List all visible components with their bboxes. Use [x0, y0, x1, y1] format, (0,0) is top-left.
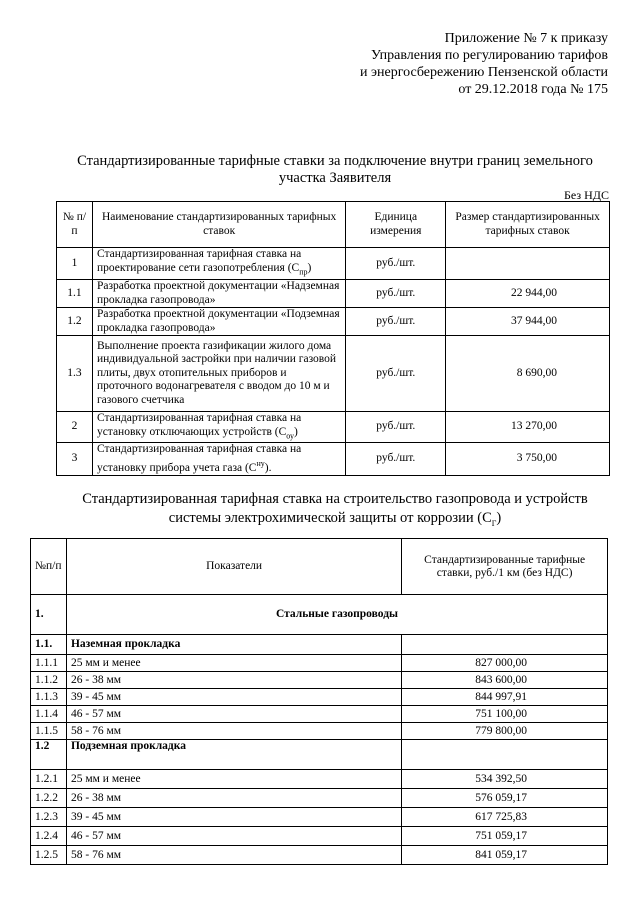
table-row — [31, 808, 608, 827]
row-num: 1 — [57, 248, 93, 280]
table-row — [31, 672, 608, 689]
row-unit: руб./шт. — [346, 443, 446, 476]
row-name: Подземная прокладка — [66, 740, 401, 770]
row-name: 26 - 38 мм — [66, 789, 401, 808]
row-num: 1.2.2 — [31, 789, 67, 808]
row-value: 534 392,50 — [402, 770, 608, 789]
header-name: Наименование стандартизированных тарифных ставок — [92, 202, 345, 248]
row-value: 779 800,00 — [402, 723, 608, 740]
row-num: 3 — [57, 443, 93, 476]
row-value: 844 997,91 — [402, 689, 608, 706]
row-unit: руб./шт. — [346, 248, 446, 280]
row-value: 843 600,00 — [402, 672, 608, 689]
title-line: Стандартизированная тарифная ставка на строительство газопровода и устройств — [82, 491, 588, 507]
row-num: 1.2 — [57, 308, 93, 336]
row-name: Стандартизированная тарифная ставка на установку отключающих устройств $(C_{оу})$ — [92, 412, 345, 443]
document-header — [360, 30, 608, 98]
section-title-1 — [40, 153, 630, 187]
row-num: 1.2.3 — [31, 808, 67, 827]
row-name: 39 - 45 мм — [66, 689, 401, 706]
row-num: 1.1.3 — [31, 689, 67, 706]
row-value: 37 944,00 — [446, 308, 610, 336]
row-num: 1.1.1 — [31, 655, 67, 672]
group-row — [31, 740, 608, 770]
table-row — [57, 412, 610, 443]
table-row — [31, 770, 608, 789]
title-line: Стандартизированные тарифные ставки за подключение внутри границ земельного — [77, 153, 593, 169]
header-line: Управления по регулированию тарифов — [370, 48, 608, 63]
row-value — [446, 248, 610, 280]
header-line: Приложение № 7 к приказу — [444, 31, 608, 46]
table-header-row — [57, 202, 610, 248]
row-value: 617 725,83 — [402, 808, 608, 827]
row-name: 58 - 76 мм — [66, 723, 401, 740]
row-num: 1.2 — [31, 740, 67, 770]
table-row — [31, 846, 608, 865]
row-name: Стальные газопроводы — [66, 595, 607, 635]
row-unit: руб./шт. — [346, 280, 446, 308]
header-line: и энергосбережению Пензенской области — [360, 65, 608, 80]
header-name: Показатели — [66, 539, 401, 595]
table-row — [31, 655, 608, 672]
group-row — [31, 635, 608, 655]
row-name: Разработка проектной документации «Надземная прокладка газопровода» — [92, 280, 345, 308]
header-num: №п/п — [31, 539, 67, 595]
row-num: 1.1.2 — [31, 672, 67, 689]
nds-note: Без НДС — [564, 188, 609, 202]
table-row — [57, 443, 610, 476]
row-value: 22 944,00 — [446, 280, 610, 308]
row-name: Стандартизированная тарифная ставка на проектирование сети газопотребления $(C_{пр})$ — [92, 248, 345, 280]
row-num: 1.2.4 — [31, 827, 67, 846]
table-row — [57, 248, 610, 280]
row-num: 1.2.1 — [31, 770, 67, 789]
row-num: 1.3 — [57, 336, 93, 412]
row-name: Стандартизированная тарифная ставка на установку прибора учета газа $(C^{ну})$. — [92, 443, 345, 476]
table-row — [31, 706, 608, 723]
row-num: 1.1 — [57, 280, 93, 308]
row-value: 3 750,00 — [446, 443, 610, 476]
row-name: Разработка проектной документации «Подземная прокладка газопровода» — [92, 308, 345, 336]
row-name: 46 - 57 мм — [66, 706, 401, 723]
row-value: 13 270,00 — [446, 412, 610, 443]
row-name: 25 мм и менее — [66, 655, 401, 672]
section-row — [31, 595, 608, 635]
row-num: 1.1. — [31, 635, 67, 655]
row-name: 26 - 38 мм — [66, 672, 401, 689]
row-unit: руб./шт. — [346, 412, 446, 443]
row-name: 39 - 45 мм — [66, 808, 401, 827]
row-value: 576 059,17 — [402, 789, 608, 808]
row-unit: руб./шт. — [346, 336, 446, 412]
title-line: участка Заявителя — [278, 170, 392, 186]
table-row — [31, 689, 608, 706]
row-value: 751 059,17 — [402, 827, 608, 846]
tariff-table-1 — [56, 201, 610, 476]
row-num: 1.2.5 — [31, 846, 67, 865]
header-rate: Стандартизированные тарифные ставки, руб./1 км (без НДС) — [402, 539, 608, 595]
row-value: 8 690,00 — [446, 336, 610, 412]
row-unit: руб./шт. — [346, 308, 446, 336]
row-value: 827 000,00 — [402, 655, 608, 672]
row-num: 2 — [57, 412, 93, 443]
title-line: системы электрохимической защиты от коррозии $(C_Г)$ — [168, 510, 502, 528]
table-row — [31, 789, 608, 808]
section-title-2 — [40, 490, 630, 533]
row-name: Наземная прокладка — [66, 635, 401, 655]
header-unit: Единица измерения — [346, 202, 446, 248]
row-num: 1.1.5 — [31, 723, 67, 740]
tariff-table-2 — [30, 538, 608, 865]
row-value: 751 100,00 — [402, 706, 608, 723]
header-size: Размер стандартизированных тарифных ставок — [446, 202, 610, 248]
row-value: 841 059,17 — [402, 846, 608, 865]
header-num: № п/п — [57, 202, 93, 248]
table-row — [57, 280, 610, 308]
table-row — [31, 723, 608, 740]
table-row — [57, 308, 610, 336]
row-name: 25 мм и менее — [66, 770, 401, 789]
row-num: 1. — [31, 595, 67, 635]
row-name: 58 - 76 мм — [66, 846, 401, 865]
header-line: от 29.12.2018 года № 175 — [458, 82, 608, 97]
row-name: Выполнение проекта газификации жилого дома индивидуальной застройки при наличии газовой плиты, двух отопительных приборов и проточного водонагревателя с вводом до 10 м и газового счетчика — [92, 336, 345, 412]
row-num: 1.1.4 — [31, 706, 67, 723]
table-header-row — [31, 539, 608, 595]
table-row — [31, 827, 608, 846]
table-row — [57, 336, 610, 412]
row-name: 46 - 57 мм — [66, 827, 401, 846]
